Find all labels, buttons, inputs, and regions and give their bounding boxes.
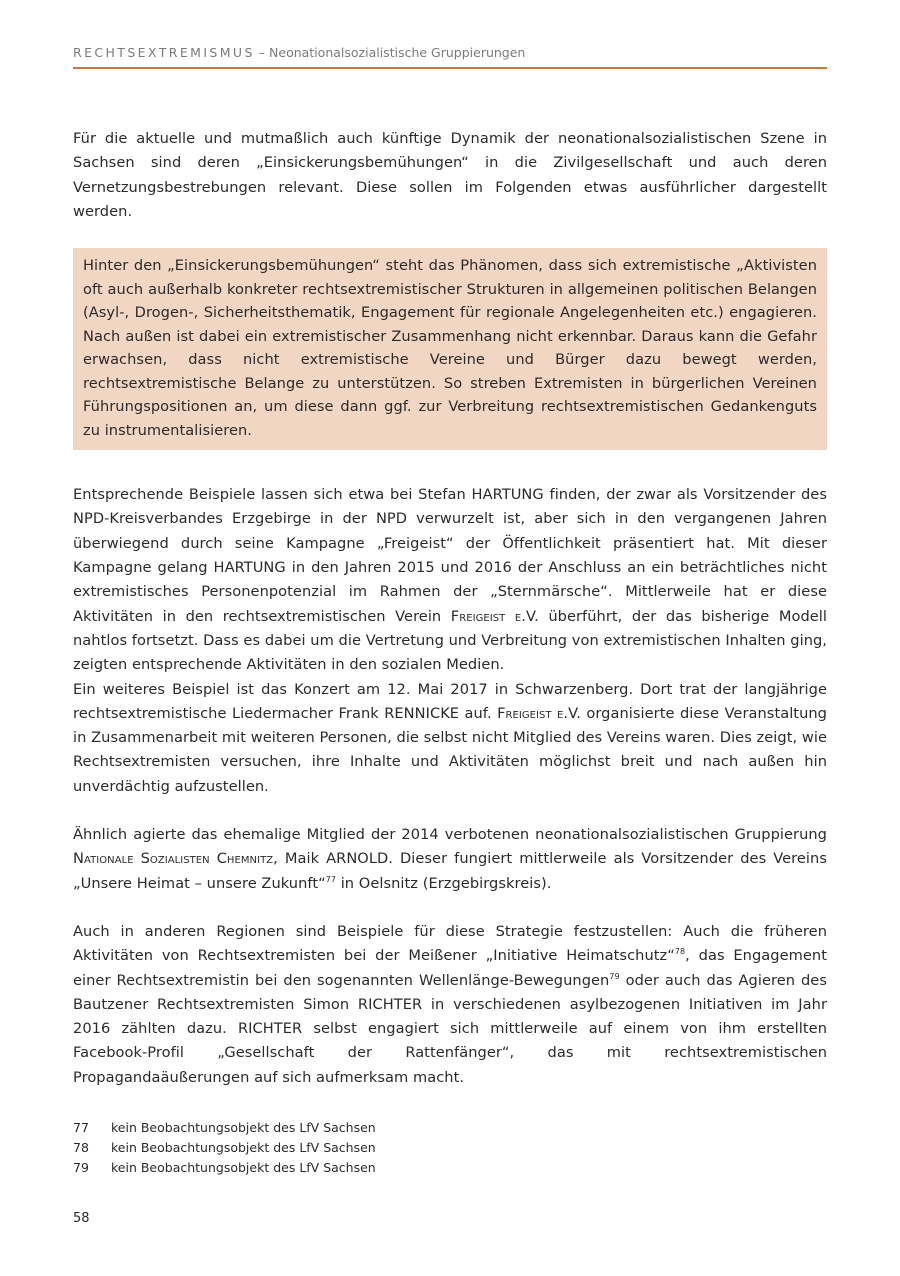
text-run: V. überführt, der das bisherige Modell nahtlos fortsetzt. Dass es dabei um die Vertretung und Verbreitung von extremistischen Inhalten ging, zeigten entsprechende Aktivitäten in den sozialen Medien. [73, 607, 827, 674]
footnotes [73, 1118, 827, 1178]
highlight-box [73, 248, 827, 450]
text-run: oder auch das Agieren des Bautzener Rechtsextremisten Simon RICHTER in verschiedenen asylbezogenen Initiativen im Jahr 2016 zählten dazu. RICHTER selbst engagiert sich mittlerweile auf einem von ihm erstellten Facebook-Profil „Gesellschaft der Rattenfänger“, das mit rechtsextremistischen Propagandaäußerungen auf sich aufmerksam macht. [73, 971, 827, 1086]
text-run: Auch in anderen Regionen sind Beispiele für diese Strategie festzustellen: Auch die früheren Aktivitäten von Rechtsextremisten bei der Meißener „Initiative Heimatschutz“ [73, 922, 827, 965]
footnote-number: 78 [73, 1140, 89, 1155]
paragraph-arnold [73, 823, 827, 896]
text-run: Entsprechende Beispiele lassen sich etwa bei Stefan HARTUNG finden, der zwar als Vorsitzender des NPD-Kreisverbandes Erzgebirge in der NPD verwurzelt ist, aber sich in den vergangenen Jahren überwiegend durch seine Kampagne „Freigeist“ der Öffentlichkeit präsentiert hat. Mit dieser Kampagne gelang HARTUNG in den Jahren 2015 und 2016 der Anschluss an ein beträchtliches nicht extremistisches Personenpotenzial im Rahmen der „Sternmärsche“. Mittlerweile hat er diese Aktivitäten in den rechtsextremistischen Verein [73, 486, 827, 625]
main-content [73, 127, 827, 1090]
footnote-number: 77 [73, 1120, 89, 1135]
text-run: in Oelsnitz (Erzgebirgskreis). [336, 874, 552, 892]
footnote-text: kein Beobachtungsobjekt des LfV Sachsen [111, 1160, 376, 1175]
footnote-ref[interactable]: 77 [325, 874, 337, 884]
org-name: Freigeist e. [497, 704, 569, 722]
footnote-number: 79 [73, 1160, 89, 1175]
running-header [73, 45, 827, 69]
text-run: V. organisierte diese Veranstaltung in Zusammenarbeit mit weiteren Personen, die selbst nicht Mitglied des Vereins waren. Dies zeigt, wie Rechtsextremisten versuchen, ihre Inhalte und Aktivitäten möglichst breit und nach außen hin unverdächtig aufzustellen. [73, 704, 827, 795]
footnote-text: kein Beobachtungsobjekt des LfV Sachsen [111, 1120, 376, 1135]
text-run: , Maik ARNOLD. Dieser fungiert mittlerweile als Vorsitzender des Vereins „Unsere Heimat – unsere Zukunft“ [73, 850, 827, 892]
highlight-paragraph: Hinter den „Einsickerungsbemühungen“ steht das Phänomen, dass sich extremistische „Aktivisten oft auch außerhalb konkreter rechtsextremistischer Strukturen in allgemeinen politischen Belangen (Asyl-, Drogen-, Sicherheitsthematik, Engagement für regionale Angelegenheiten etc.) engagieren. Nach außen ist dabei ein extremistischer Zusammenhang nicht erkennbar. Daraus kann die Gefahr erwachsen, dass nicht extremistische Vereine und Bürger dazu bewegt werden, rechtsextremistische Belange zu unterstützen. So streben Extremisten in bürgerlichen Vereinen Führungspositionen an, um diese dann ggf. zur Verbreitung rechtsextremistischen Gedankenguts zu instrumentalisieren. [83, 257, 817, 439]
footnote-item [73, 1138, 827, 1158]
text-run: Ähnlich agierte das ehemalige Mitglied der 2014 verbotenen neonationalsozialistischen Gruppierung [73, 826, 827, 844]
page-number: 58 [73, 1211, 90, 1226]
footnote-ref[interactable]: 78 [674, 947, 686, 957]
header-section: RECHTSEXTREMISMUS [73, 45, 255, 60]
footnote-item [73, 1118, 827, 1138]
footnote-text: kein Beobachtungsobjekt des LfV Sachsen [111, 1140, 376, 1155]
org-name: Freigeist e. [450, 607, 526, 625]
paragraph-hartung [73, 483, 827, 677]
header-subtitle: Neonationalsozialistische Gruppierungen [269, 45, 526, 60]
intro-paragraph: Für die aktuelle und mutmaßlich auch künftige Dynamik der neonationalsozialistischen Szene in Sachsen sind deren „Einsickerungsbemühungen“ in die Zivilgesellschaft und auch deren Vernetzungsbestrebungen relevant. Diese sollen im Folgenden etwas ausführlicher dargestellt werden. [73, 130, 827, 220]
text-run: Ein weiteres Beispiel ist das Konzert am 12. Mai 2017 in Schwarzenberg. Dort trat der langjährige rechtsextremistische Liedermacher Frank RENNICKE auf. [73, 680, 827, 722]
paragraph-regions [73, 920, 827, 1090]
paragraph-concert [73, 678, 827, 799]
header-separator: – [254, 45, 270, 60]
footnote-item [73, 1158, 827, 1178]
footnote-ref[interactable]: 79 [609, 971, 620, 981]
text-run: , das Engagement einer Rechtsextremistin bei den sogenannten Wellenlänge-Bewegungen [73, 947, 827, 989]
org-name: Nationale Sozialisten Chemnitz [73, 850, 274, 868]
